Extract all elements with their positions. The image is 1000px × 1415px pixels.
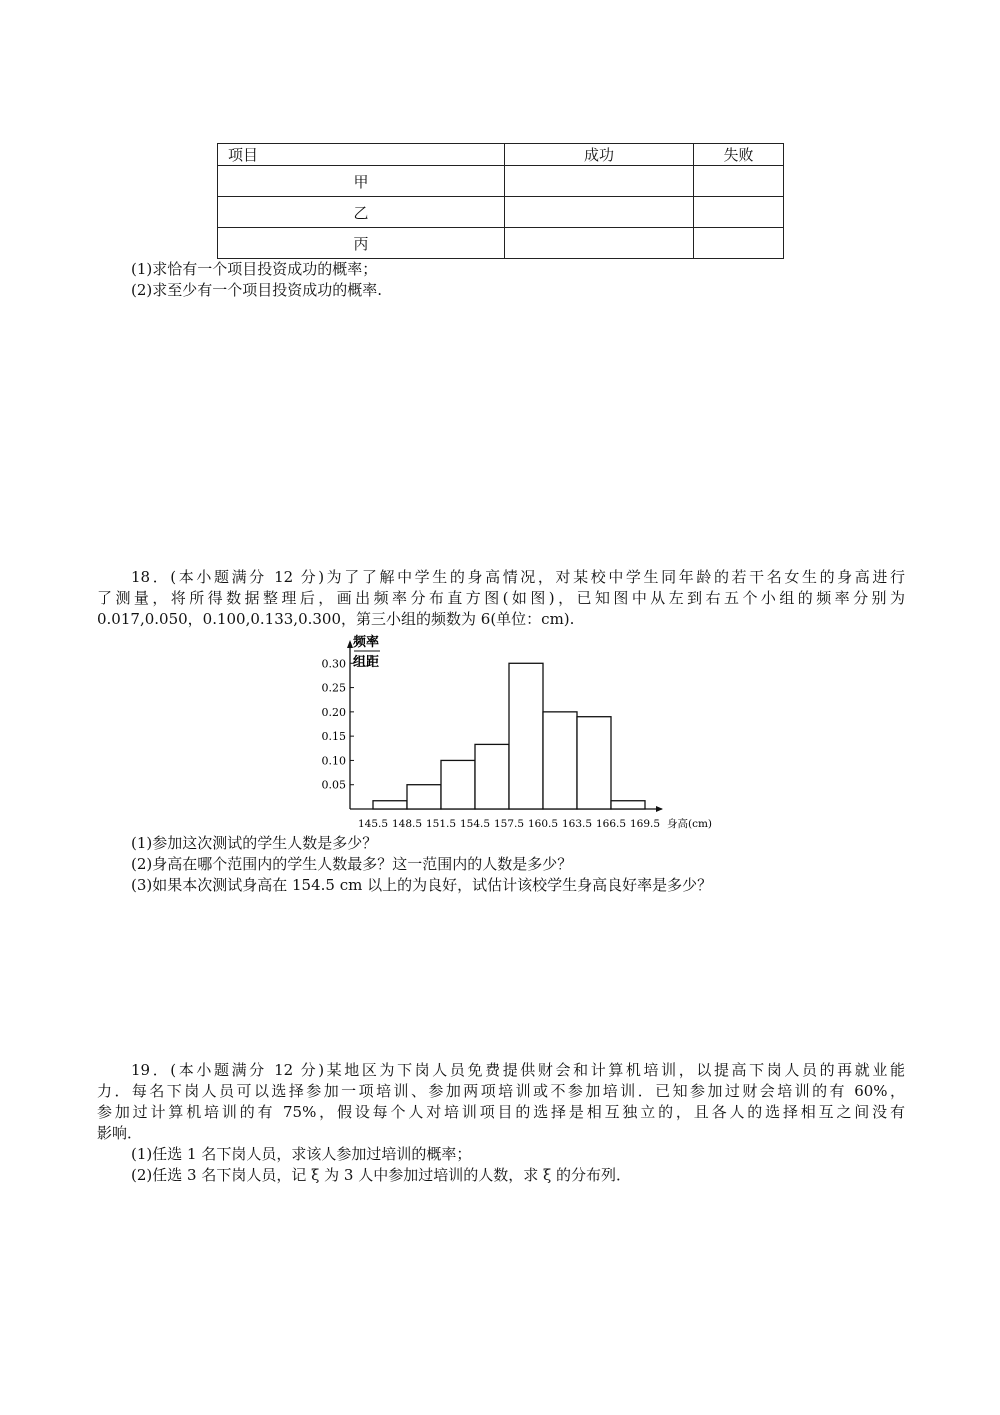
- histogram-bar: [373, 801, 407, 809]
- q18-stem-line1: 18．(本小题满分 12 分)为了了解中学生的身高情况，对某校中学生同年龄的若干名女生的身高进行: [131, 568, 905, 586]
- frequency-histogram: [310, 632, 730, 834]
- table-row: [218, 166, 784, 197]
- x-tick-label: 163.5: [561, 818, 593, 830]
- q18-part3: (3)如果本次测试身高在 154.5 cm 以上的为良好，试估计该校学生身高良好率是多少？: [131, 876, 713, 894]
- header-project: 项目: [218, 144, 505, 166]
- row-success: [505, 166, 694, 197]
- row-success: [505, 228, 694, 259]
- x-tick-label: 145.5: [357, 818, 389, 830]
- y-tick-label: 0.20: [321, 705, 346, 719]
- investment-table: [217, 143, 784, 259]
- table-row: [218, 197, 784, 228]
- q19-part2: (2)任选 3 名下岗人员，记 ξ 为 3 人中参加过培训的人数，求 ξ 的分布列．: [131, 1166, 632, 1184]
- y-tick-label: 0.05: [321, 778, 346, 792]
- row-name: 甲: [218, 166, 505, 197]
- y-axis-title-bottom: 组距: [352, 655, 380, 670]
- x-tick-label: 157.5: [493, 818, 525, 830]
- q18-part1: (1)参加这次测试的学生人数是多少？: [131, 834, 378, 852]
- histogram-bar: [475, 744, 509, 809]
- q18-stem-line3: 0.017,0.050，0.100,0.133,0.300，第三小组的频数为 6(单位：cm).: [97, 610, 575, 628]
- header-success: 成功: [505, 144, 694, 166]
- x-tick-label: 154.5: [459, 818, 491, 830]
- y-tick-label: 0.15: [321, 730, 346, 744]
- x-tick-label: 160.5: [527, 818, 559, 830]
- q17-questions: [131, 259, 831, 303]
- x-tick-label: 148.5: [391, 818, 423, 830]
- x-tick-label: 166.5: [595, 818, 627, 830]
- y-tick-label: 0.25: [321, 681, 346, 695]
- q18-stem: [97, 567, 905, 630]
- q19-stem-line1: 19．(本小题满分 12 分)某地区为下岗人员免费提供财会和计算机培训，以提高下岗人员的再就业能: [131, 1061, 905, 1079]
- table-row: [218, 228, 784, 259]
- row-success: [505, 197, 694, 228]
- q19-stem-line4: 影响．: [97, 1124, 143, 1142]
- histogram-bar: [407, 785, 441, 809]
- y-axis-title-top: 频率: [352, 635, 380, 650]
- table-header-row: [218, 144, 784, 166]
- row-fail: [694, 228, 784, 259]
- y-tick-label: 0.30: [321, 657, 346, 671]
- row-fail: [694, 166, 784, 197]
- q19-questions: [131, 1144, 831, 1188]
- histogram-bar: [441, 760, 475, 809]
- q19-part1: (1)任选 1 名下岗人员，求该人参加过培训的概率；: [131, 1145, 472, 1163]
- y-tick-label: 0.10: [321, 754, 346, 768]
- histogram-bar: [543, 712, 577, 809]
- header-fail: 失败: [694, 144, 784, 166]
- x-tick-label: 169.5: [629, 818, 661, 830]
- q19-stem: [97, 1060, 905, 1144]
- x-tick-label: 151.5: [425, 818, 457, 830]
- histogram-bar: [611, 801, 645, 809]
- row-fail: [694, 197, 784, 228]
- x-axis-label: 身高(cm): [667, 818, 713, 830]
- histogram-bar: [509, 663, 543, 809]
- q18-stem-line2: 了测量，将所得数据整理后，画出频率分布直方图(如图)，已知图中从左到右五个小组的频率分别为: [97, 589, 905, 607]
- q18-part2: (2)身高在哪个范围内的学生人数最多？这一范围内的人数是多少？: [131, 855, 573, 873]
- q18-questions: [131, 833, 891, 899]
- row-name: 丙: [218, 228, 505, 259]
- q17-part2: (2)求至少有一个项目投资成功的概率.: [131, 281, 383, 299]
- histogram-bar: [577, 717, 611, 809]
- q19-stem-line3: 参加过计算机培训的有 75%，假设每个人对培训项目的选择是相互独立的，且各人的选择相互之间没有: [97, 1103, 905, 1121]
- x-axis-arrow: [656, 806, 663, 812]
- row-name: 乙: [218, 197, 505, 228]
- q17-part1: (1)求恰有一个项目投资成功的概率；: [131, 260, 378, 278]
- q19-stem-line2: 力．每名下岗人员可以选择参加一项培训、参加两项培训或不参加培训．已知参加过财会培训的有 60%，: [97, 1082, 905, 1100]
